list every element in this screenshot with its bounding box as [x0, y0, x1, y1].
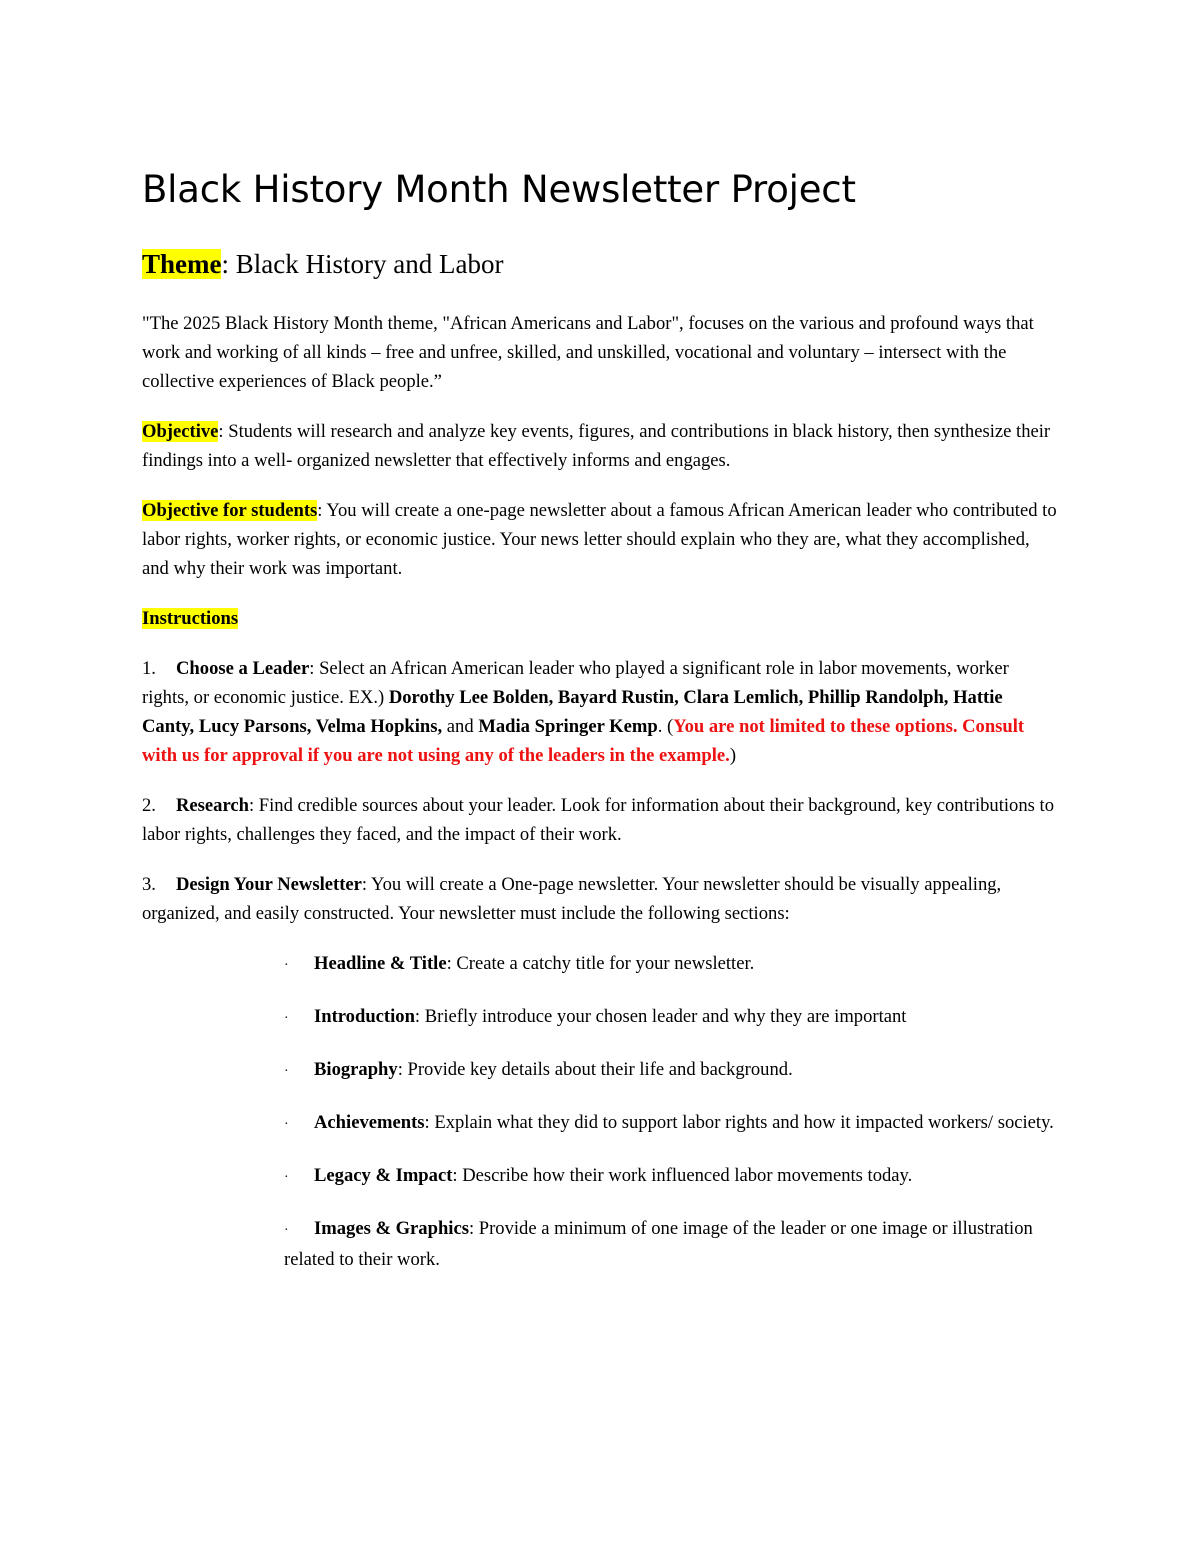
theme-label: Theme	[142, 249, 222, 280]
section-label: Introduction	[314, 1005, 415, 1027]
objective-students-sep: :	[317, 499, 323, 521]
list-item	[284, 1108, 1058, 1139]
approval-note: You are not limited to these options. Consult with us for approval if you are not using any of the leaders in the example.	[142, 715, 1025, 766]
objective-label: Objective	[142, 420, 219, 442]
instructions-heading-line	[142, 604, 1058, 633]
step-heading: Choose a Leader	[176, 657, 310, 679]
step-number: 1.	[142, 657, 156, 679]
step-number: 2.	[142, 794, 156, 816]
step-heading: Design Your Newsletter	[176, 873, 362, 895]
list-item	[284, 1055, 1058, 1086]
objective-paragraph	[142, 417, 1058, 475]
objective-students-label: Objective for students	[142, 499, 318, 521]
theme-sep: :	[221, 249, 229, 280]
section-label: Images & Graphics	[314, 1217, 469, 1239]
step-text: : You will create a One-page newsletter. Your newsletter should be visually appealing, organized, and easily constructed. Your newsletter must include the following sections:	[142, 873, 1002, 924]
bullet-icon: ·	[284, 957, 289, 973]
theme-quote: "The 2025 Black History Month theme, "African Americans and Labor", focuses on the various and profound ways that work and working of all kinds – free and unfree, skilled, and unskilled, vocational and voluntary – intersect with the collective experiences of Black people.”	[142, 312, 1034, 392]
section-label: Headline & Title	[314, 952, 447, 974]
step-research	[142, 791, 1058, 849]
section-text: : Provide a minimum of one image of the leader or one image or illustration related to their work.	[284, 1217, 1033, 1270]
theme-line	[142, 248, 1058, 280]
instructions-heading: Instructions	[142, 607, 239, 629]
section-text: : Explain what they did to support labor rights and how it impacted workers/ society.	[424, 1111, 1054, 1133]
list-item	[284, 1161, 1058, 1192]
section-text: : Create a catchy title for your newsletter.	[446, 952, 755, 974]
section-text: : Provide key details about their life and background.	[397, 1058, 793, 1080]
step-text: : Find credible sources about your leader. Look for information about their background, key contributions to labor rights, challenges they faced, and the impact of their work.	[142, 794, 1054, 845]
step-design-newsletter	[142, 870, 1058, 928]
leader-example-last: Madia Springer Kemp	[478, 715, 658, 737]
step-number: 3.	[142, 873, 156, 895]
bullet-icon: ·	[284, 1169, 289, 1185]
bullet-icon: ·	[284, 1010, 289, 1026]
paren-open: . (	[657, 715, 674, 737]
step-heading: Research	[176, 794, 249, 816]
and-text: and	[442, 715, 479, 737]
objective-text: Students will research and analyze key events, figures, and contributions in black history, then synthesize their findings into a well- organized newsletter that effectively informs and engages.	[142, 420, 1051, 471]
objective-students-paragraph	[142, 496, 1058, 583]
list-item	[284, 949, 1058, 980]
section-text: : Describe how their work influenced labor movements today.	[452, 1164, 913, 1186]
theme-text: Black History and Labor	[229, 249, 504, 280]
section-label: Legacy & Impact	[314, 1164, 453, 1186]
list-item	[284, 1214, 1058, 1274]
newsletter-sections-list	[142, 949, 1058, 1274]
list-item	[284, 1002, 1058, 1033]
step-text: : Select an African American leader who played a significant role in labor movements, worker rights, or economic justice. EX.)	[142, 657, 1009, 708]
bullet-icon: ·	[284, 1222, 289, 1238]
objective-sep: :	[218, 420, 224, 442]
bullet-icon: ·	[284, 1063, 289, 1079]
section-label: Achievements	[314, 1111, 425, 1133]
leader-examples: Dorothy Lee Bolden, Bayard Rustin, Clara Lemlich, Phillip Randolph, Hattie Canty, Lucy Parsons, Velma Hopkins,	[142, 686, 1003, 737]
section-text: : Briefly introduce your chosen leader and why they are important	[414, 1005, 907, 1027]
objective-students-text: You will create a one-page newsletter about a famous African American leader who contributed to labor rights, worker rights, or economic justice. Your news letter should explain who they are, what they accomplished, and why their work was important.	[142, 499, 1057, 579]
bullet-icon: ·	[284, 1116, 289, 1132]
step-choose-leader	[142, 654, 1058, 770]
paren-close: )	[729, 744, 737, 766]
section-label: Biography	[314, 1058, 398, 1080]
page-title: Black History Month Newsletter Project	[142, 168, 856, 211]
